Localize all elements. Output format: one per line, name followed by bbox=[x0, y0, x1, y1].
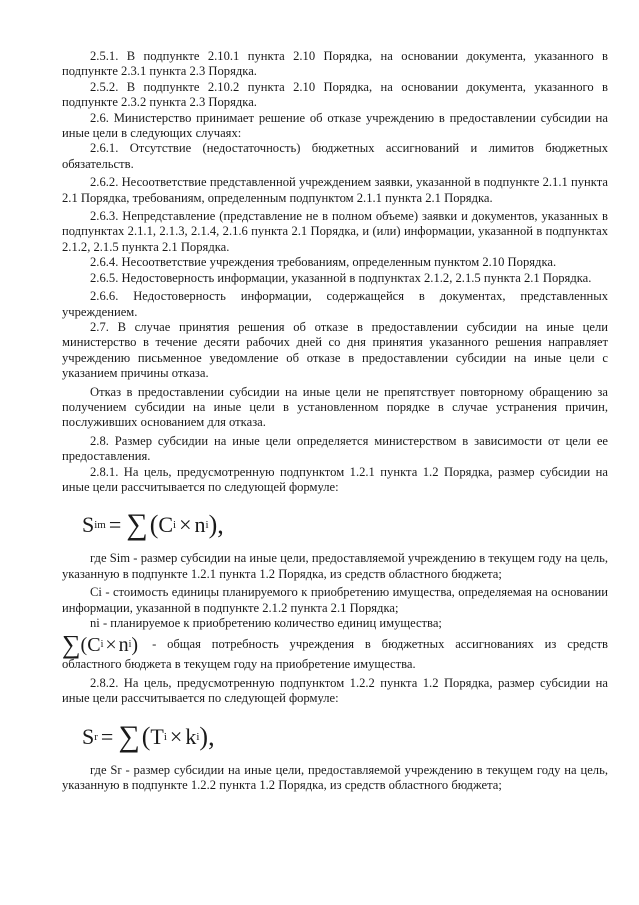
formula-sr bbox=[82, 717, 608, 757]
formula-inline-b-sub: i bbox=[128, 639, 132, 651]
formula-sim-b-sub: i bbox=[205, 519, 209, 532]
paragraph-2-6-5: 2.6.5. Недостоверность информации, указанной в подпунктах 2.1.2, 2.1.5 пункта 2.1 Порядка. bbox=[90, 270, 592, 285]
formula-sr-a: T bbox=[150, 723, 164, 749]
formula-sr-a-sub: i bbox=[163, 730, 167, 743]
formula-sim-times: × bbox=[179, 512, 192, 538]
paragraph-2-8-2: 2.8.2. На цель, предусмотренную подпунктом 1.2.2 пункта 1.2 Порядка, размер субсидии на иные цели рассчитывается по следующей формуле: bbox=[62, 675, 608, 706]
paragraph-2-7: 2.7. В случае принятия решения об отказе в предоставлении субсидии на иные цели министерство в течение десяти рабочих дней со дня принятия указанного решения направляет учреждению письменное уведомление об отказе в предоставлении субсидии на иные цели с указанием причины отказа. bbox=[62, 319, 608, 381]
paragraph-2-6: 2.6. Министерство принимает решение об отказе учреждению в предоставлении субсидии на иные цели в следующих случаях: bbox=[62, 110, 608, 141]
paragraph-2-6-6: 2.6.6. Недостоверность информации, содержащейся в документах, представленных учреждением. bbox=[62, 289, 608, 319]
formula-sr-equals: = bbox=[100, 723, 114, 749]
paragraph-2-6-1: 2.6.1. Отсутствие (недостаточность) бюджетных ассигнований и лимитов бюджетных обязательств. bbox=[62, 141, 608, 171]
formula-inline-close-paren: ) bbox=[131, 634, 139, 657]
paragraph-2-8-1: 2.8.1. На цель, предусмотренную подпунктом 1.2.1 пункта 1.2 Порядка, размер субсидии на иные цели рассчитывается по следующей формуле: bbox=[62, 464, 608, 494]
paragraph-2-8: 2.8. Размер субсидии на иные цели определяется министерством в зависимости от цели ее предоставления. bbox=[62, 433, 608, 464]
formula-inline-sum-sign: ∑ bbox=[62, 630, 81, 660]
paragraph-refusal: Отказ в предоставлении субсидии на иные цели не препятствует повторному обращению за получением субсидии на иные цели в установленном порядке в случае устранения причин, послуживших основанием для отказа. bbox=[62, 384, 608, 430]
paragraph-ci-definition: Ci - стоимость единицы планируемого к приобретению имущества, определяемая на основании информации, указанной в подпункте 2.1.2 пункта 2.1 Порядка; bbox=[62, 585, 608, 615]
paragraph-2-6-3: 2.6.3. Непредставление (представление не в полном объеме) заявки и документов, указанных в подпунктах 2.1.1, 2.1.3, 2.1.4, 2.1.6 пункта 2.1 Порядка, и (или) информации, указанной в подпунктах 2.1.2, 2.1.5 пункта 2.1 Порядка. bbox=[62, 209, 608, 254]
formula-inline-times: × bbox=[105, 634, 117, 657]
formula-sr-open-paren: ( bbox=[141, 721, 151, 751]
formula-sr-b: k bbox=[185, 723, 197, 749]
formula-sim-close-paren: ), bbox=[208, 510, 224, 540]
formula-sim-b: n bbox=[194, 512, 206, 538]
formula-sum-inline bbox=[62, 630, 139, 660]
formula-sim-lhs: S bbox=[82, 512, 95, 538]
paragraph-sum-definition bbox=[62, 630, 608, 672]
formula-inline-text: - общая потребность учреждения в бюджетных ассигнованиях из средств областного бюджета в текущем году на приобретение имущества. bbox=[62, 637, 608, 672]
paragraph-2-5-2: 2.5.2. В подпункте 2.10.2 пункта 2.10 Порядка, на основании документа, указанного в подпункте 2.3.2 пункта 2.3 Порядка. bbox=[62, 79, 608, 110]
paragraph-sim-definition: где Sim - размер субсидии на иные цели, предоставляемой учреждению в текущем году на цель, указанную в подпункте 1.2.1 пункта 1.2 Порядка, из средств областного бюджета; bbox=[62, 551, 608, 581]
paragraph-ni-definition: ni - планируемое к приобретению количество единиц имущества; bbox=[90, 616, 442, 630]
document-body bbox=[62, 49, 608, 793]
formula-sim-sum-sign: ∑ bbox=[126, 508, 148, 542]
paragraph-sr-definition: где Sr - размер субсидии на иные цели, предоставляемой учреждению в текущем году на цель, указанную в подпункте 1.2.2 пункта 1.2 Порядка, из средств областного бюджета; bbox=[62, 762, 608, 793]
formula-sim-open-paren: ( bbox=[149, 510, 159, 540]
paragraph-2-5-1: 2.5.1. В подпункте 2.10.1 пункта 2.10 Порядка, на основании документа, указанного в подпункте 2.3.1 пункта 2.3 Порядка. bbox=[62, 49, 608, 79]
paragraph-2-6-4: 2.6.4. Несоответствие учреждения требованиям, определенным пунктом 2.10 Порядка. bbox=[90, 255, 557, 270]
formula-sr-times: × bbox=[169, 723, 183, 749]
formula-sim-a: C bbox=[158, 512, 174, 538]
formula-inline-a-sub: i bbox=[100, 639, 104, 651]
formula-sim bbox=[82, 505, 608, 545]
formula-sim-a-sub: i bbox=[173, 519, 177, 532]
formula-inline-a: C bbox=[87, 634, 101, 657]
formula-sr-b-sub: i bbox=[196, 730, 200, 743]
formula-sr-close-paren: ), bbox=[199, 721, 215, 751]
formula-sr-lhs: S bbox=[82, 723, 95, 749]
formula-inline-b: n bbox=[118, 634, 129, 657]
formula-sr-sum-sign: ∑ bbox=[118, 719, 140, 753]
formula-sim-lhs-sub: im bbox=[94, 519, 106, 532]
formula-inline-open-paren: ( bbox=[80, 634, 88, 657]
formula-sr-lhs-sub: r bbox=[94, 730, 98, 743]
formula-sim-equals: = bbox=[108, 512, 122, 538]
paragraph-2-6-2: 2.6.2. Несоответствие представленной учреждением заявки, указанной в подпункте 2.1.1 пункта 2.1 Порядка, требованиям, определенным подпунктом 2.1.1 пункта 2.1 Порядка. bbox=[62, 175, 608, 205]
